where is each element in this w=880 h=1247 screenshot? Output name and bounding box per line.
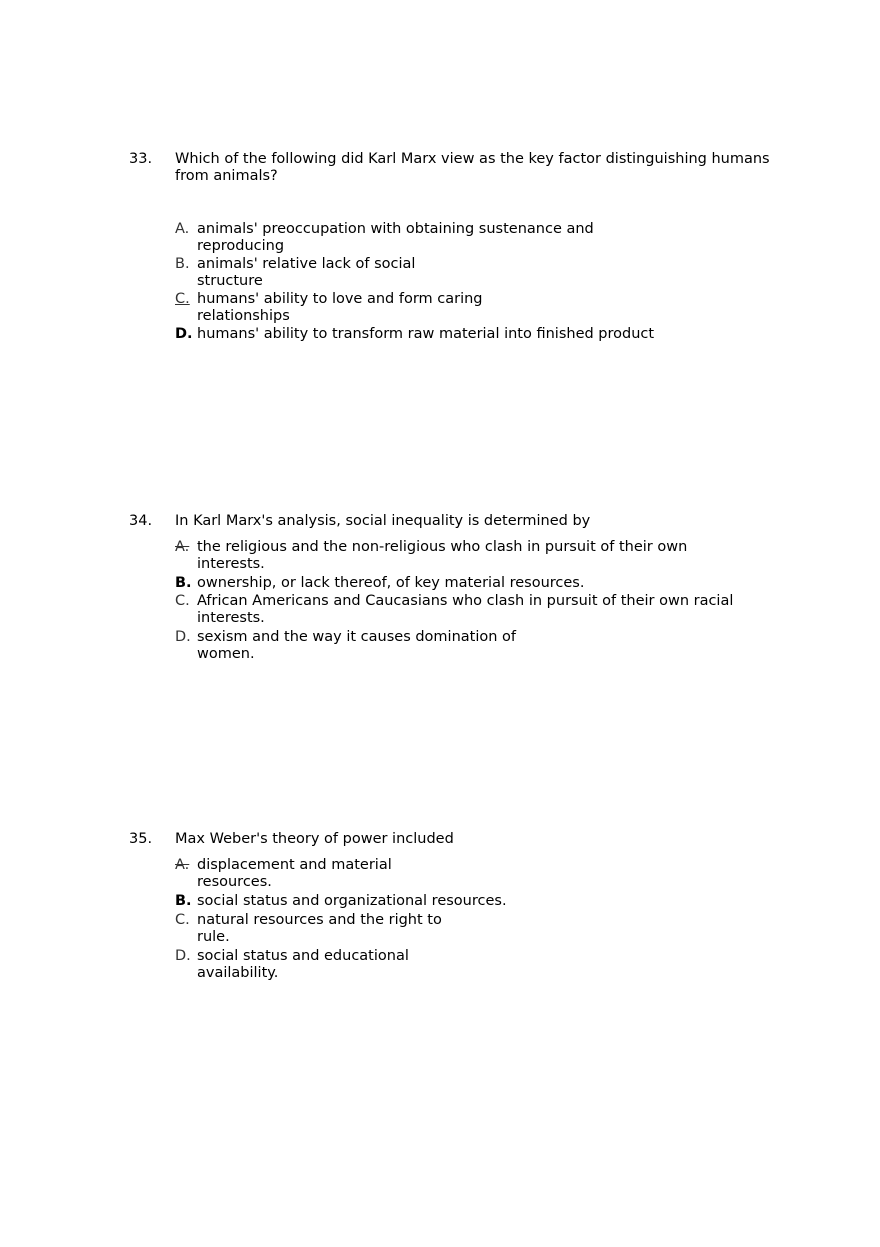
option-letter: D. [175, 326, 193, 342]
option-letter: A. [175, 221, 190, 237]
question-number: 34. [129, 513, 153, 529]
option-text: social status and educational availability. [197, 948, 409, 981]
answer-options [175, 857, 575, 982]
option-d[interactable] [175, 326, 775, 343]
option-letter: C. [175, 593, 190, 609]
option-d[interactable] [175, 948, 575, 982]
question-text: Max Weber's theory of power included [175, 831, 454, 847]
option-c[interactable] [175, 291, 775, 325]
option-text: animals' relative lack of social structure [197, 256, 416, 289]
option-letter: D. [175, 629, 191, 645]
option-b[interactable] [175, 575, 720, 592]
option-text: ownership, or lack thereof, of key material resources. [197, 575, 585, 591]
option-text: sexism and the way it causes domination of women. [197, 629, 517, 662]
option-c[interactable] [175, 593, 734, 627]
option-letter: B. [175, 575, 192, 591]
option-a[interactable] [175, 221, 775, 255]
option-text: natural resources and the right to rule. [197, 912, 442, 945]
option-b[interactable] [175, 256, 775, 290]
option-letter: A. [175, 857, 190, 873]
option-text: social status and organizational resources. [197, 893, 507, 909]
answer-options [175, 539, 734, 663]
option-letter: B. [175, 893, 192, 909]
answer-options [175, 221, 775, 343]
option-b[interactable] [175, 893, 575, 910]
option-text: African Americans and Caucasians who clash in pursuit of their own racial interests. [197, 593, 734, 626]
option-c[interactable] [175, 912, 575, 946]
option-d[interactable] [175, 629, 720, 663]
option-letter: A. [175, 539, 190, 555]
option-text: the religious and the non-religious who clash in pursuit of their own interests. [197, 539, 688, 572]
option-text: displacement and material resources. [197, 857, 392, 890]
option-a[interactable] [175, 539, 720, 573]
question-number: 33. [129, 151, 153, 167]
question-number: 35. [129, 831, 153, 847]
question-text: In Karl Marx's analysis, social inequality is determined by [175, 513, 591, 529]
question-text: Which of the following did Karl Marx view as the key factor distinguishing humans from animals? [175, 151, 770, 184]
option-letter: B. [175, 256, 190, 272]
option-letter: D. [175, 948, 191, 964]
option-text: humans' ability to love and form caring relationships [197, 291, 483, 324]
option-a[interactable] [175, 857, 575, 891]
option-letter: C. [175, 912, 190, 928]
option-letter: C. [175, 291, 190, 307]
option-text: humans' ability to transform raw material into finished product [197, 326, 655, 342]
option-text: animals' preoccupation with obtaining sustenance and reproducing [197, 221, 594, 254]
